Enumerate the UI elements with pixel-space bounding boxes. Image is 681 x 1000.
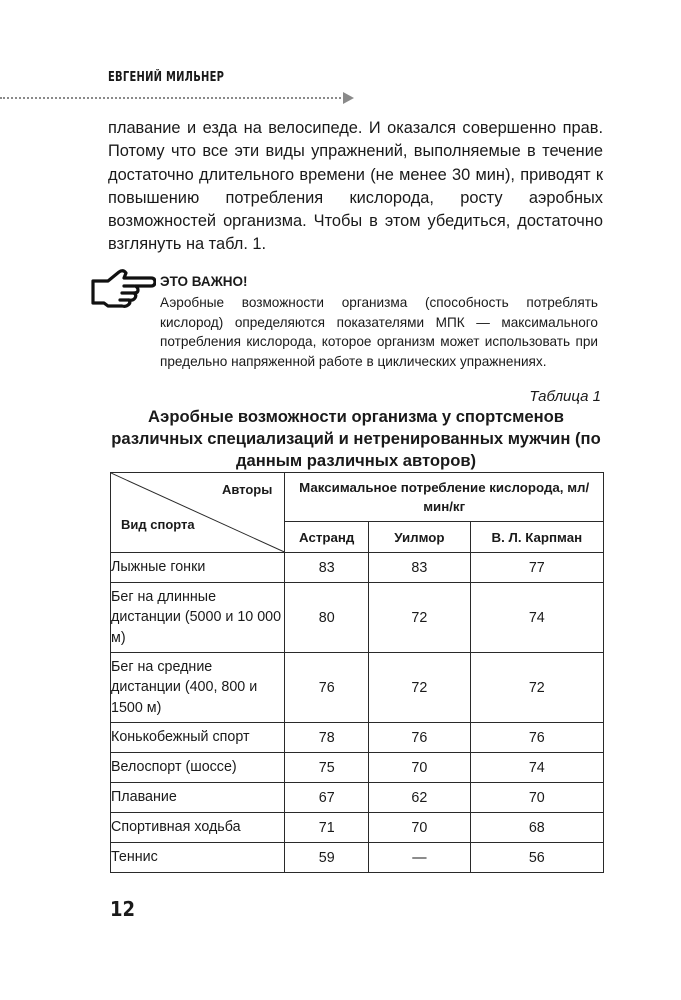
corner-sport-label: Вид спорта [121,517,195,532]
value-cell: 67 [285,783,369,813]
sport-name-cell: Спортивная ходьба [111,813,285,843]
sport-name-cell: Велоспорт (шоссе) [111,753,285,783]
value-cell: 77 [470,553,603,583]
important-text: Аэробные возможности организма (способность потреблять кислород) определяются показателями МПК — максимального потребления кислорода, которое организм может использовать при предельно напряженной работе в циклических упражнениях. [160,295,598,369]
intro-paragraph: плавание и езда на велосипеде. И оказался совершенно прав. Потому что все эти виды упражнений, выполняемые в течение достаточно длительного времени (не менее 30 мин), приводят к повышению потребления кислорода, росту аэробных возможностей организма. Чтобы в этом убедиться, достаточно взглянуть на табл. 1. [108,119,603,254]
table-row [111,783,604,813]
value-cell: 83 [285,553,369,583]
table-title: Аэробные возможности организма у спортсменов различных специализаций и нетренированных мужчин (по данным различных авторов) [111,407,601,470]
value-cell: 68 [470,813,603,843]
sport-name-cell: Бег на средние дистанции (400, 800 и 1500 м) [111,653,285,723]
sport-name-cell: Конькобежный спорт [111,723,285,753]
table-row [111,583,604,653]
value-cell: 72 [369,653,471,723]
table-row [111,553,604,583]
header-arrow-icon [343,92,354,104]
table-row [111,723,604,753]
value-cell: 74 [470,753,603,783]
value-cell: 80 [285,583,369,653]
corner-authors-label: Авторы [221,482,273,497]
value-cell: 83 [369,553,471,583]
value-cell: 70 [369,813,471,843]
author-header-2: Уилмор [369,522,471,553]
value-cell: 72 [470,653,603,723]
header-author: ЕВГЕНИЙ МИЛЬНЕР [108,70,225,85]
value-cell: 72 [369,583,471,653]
author-header-1: Астранд [285,522,369,553]
value-cell: 56 [470,843,603,873]
header-dotted-rule [0,97,345,99]
table-row [111,843,604,873]
value-cell: 76 [285,653,369,723]
value-cell: 76 [369,723,471,753]
table-row [111,653,604,723]
sport-name-cell: Теннис [111,843,285,873]
value-cell: 70 [470,783,603,813]
value-cell: 59 [285,843,369,873]
table-corner-header [111,473,285,553]
oxygen-uptake-group-header: Максимальное потребление кислорода, мл/мин/кг [285,473,604,522]
value-cell: 74 [470,583,603,653]
aerobic-capacity-table [110,472,604,873]
value-cell: 70 [369,753,471,783]
value-cell: 71 [285,813,369,843]
table-row [111,753,604,783]
table-number: Таблица 1 [529,388,601,405]
pointing-hand-icon [90,265,156,309]
author-header-3: В. Л. Карпман [470,522,603,553]
page-number: 12 [110,897,136,921]
value-cell: 75 [285,753,369,783]
value-cell: 76 [470,723,603,753]
sport-name-cell: Бег на длинные дистанции (5000 и 10 000 м) [111,583,285,653]
value-cell: — [369,843,471,873]
sport-name-cell: Плавание [111,783,285,813]
value-cell: 62 [369,783,471,813]
sport-name-cell: Лыжные гонки [111,553,285,583]
important-title: ЭТО ВАЖНО! [160,274,248,289]
value-cell: 78 [285,723,369,753]
table-row [111,813,604,843]
